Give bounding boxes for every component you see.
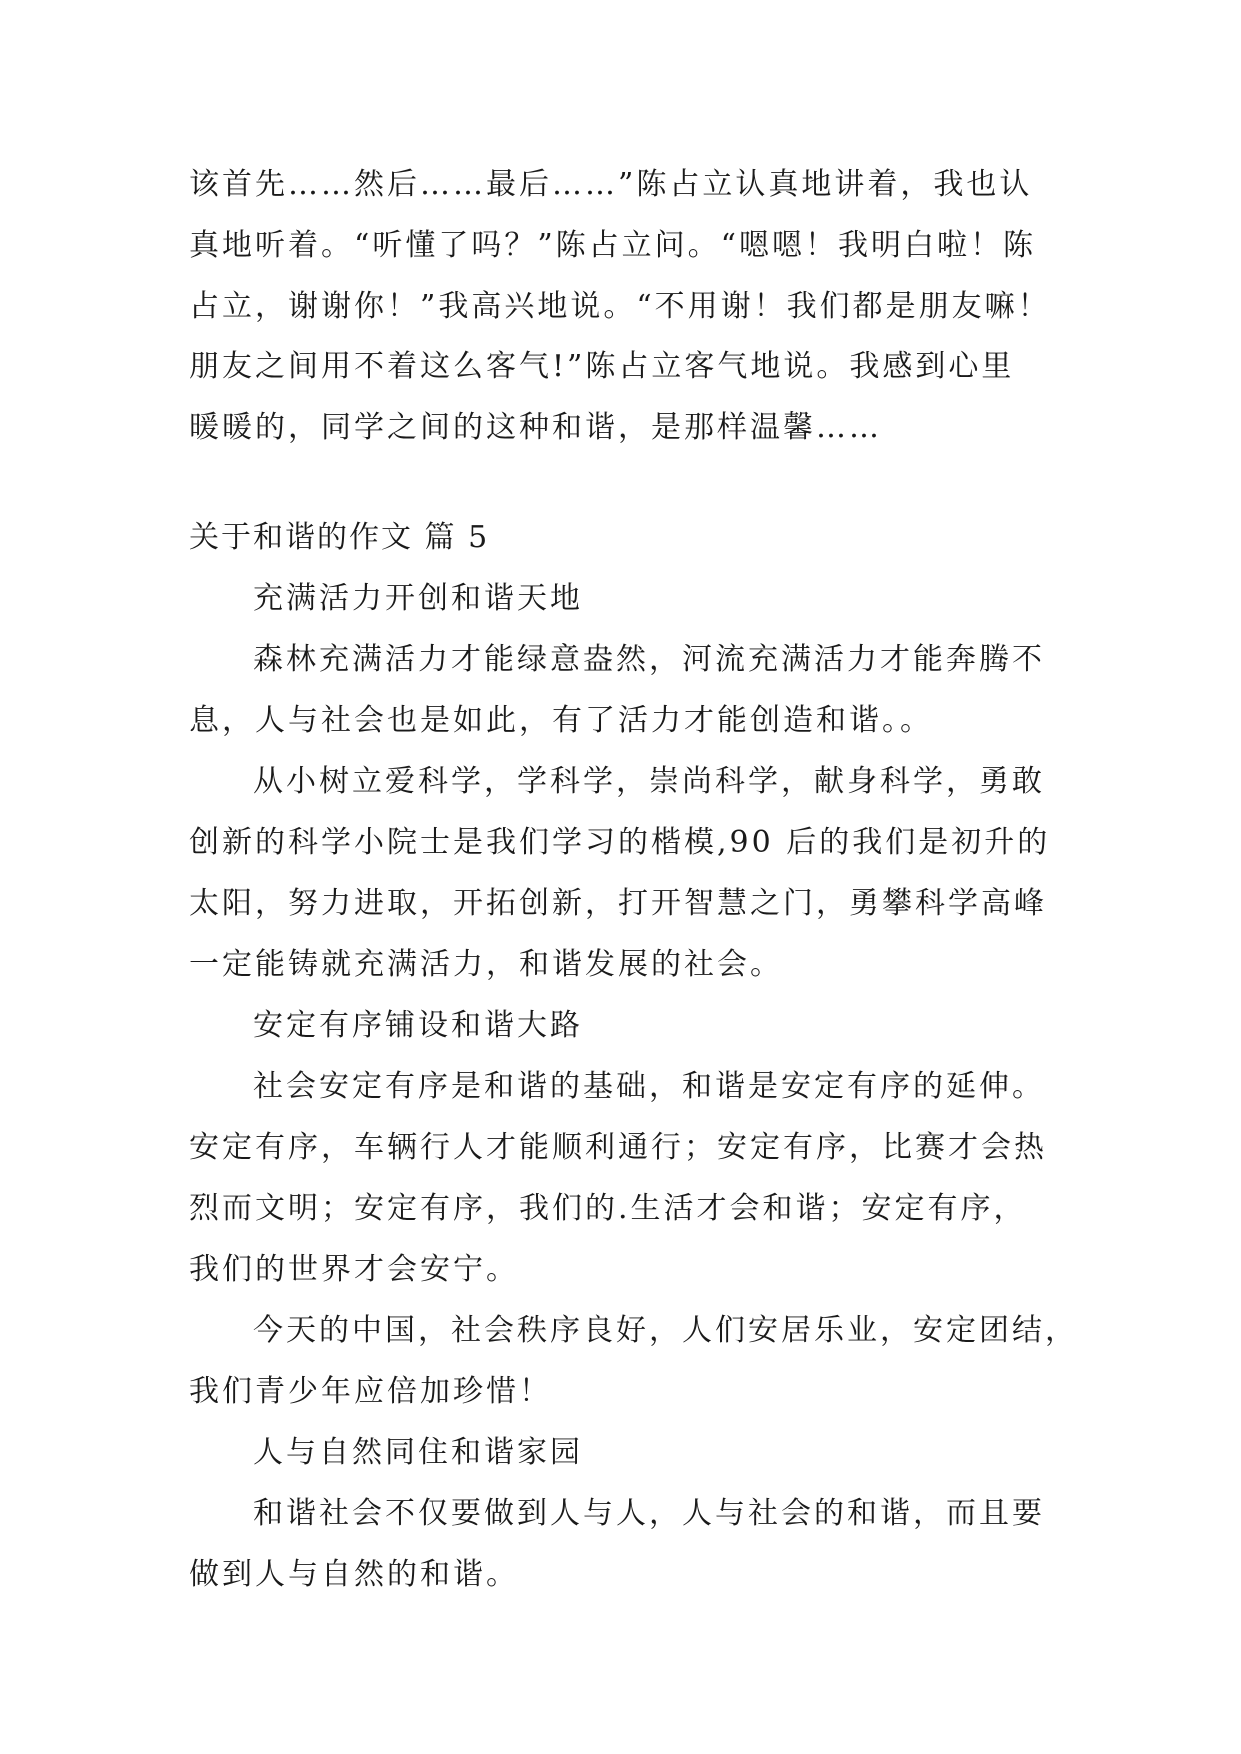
subheading: 充满活力开创和谐天地 xyxy=(253,581,583,616)
paragraph-line: 一定能铸就充满活力，和谐发展的社会。 xyxy=(189,947,783,982)
paragraph-line: 做到人与自然的和谐。 xyxy=(189,1557,519,1592)
section-title: 关于和谐的作文 篇 5 xyxy=(189,520,490,555)
paragraph-line: 真地听着。“听懂了吗？”陈占立问。“嗯嗯！我明白啦！陈 xyxy=(189,228,1037,263)
paragraph-line: 烈而文明；安定有序，我们的.生活才会和谐；安定有序， xyxy=(189,1191,1027,1226)
paragraph-line: 从小树立爱科学，学科学，崇尚科学，献身科学，勇敢 xyxy=(253,764,1045,799)
paragraph-line: 和谐社会不仅要做到人与人，人与社会的和谐，而且要 xyxy=(253,1496,1045,1531)
paragraph-line: 息，人与社会也是如此，有了活力才能创造和谐。。 xyxy=(189,703,933,738)
subheading: 人与自然同住和谐家园 xyxy=(253,1435,583,1470)
paragraph-line: 社会安定有序是和谐的基础，和谐是安定有序的延伸。 xyxy=(253,1069,1045,1104)
paragraph-line: 占立，谢谢你！”我高兴地说。“不用谢！我们都是朋友嘛！ xyxy=(189,289,1051,324)
paragraph-line: 暖暖的，同学之间的这种和谐，是那样温馨…… xyxy=(189,410,882,445)
paragraph-line: 我们青少年应倍加珍惜！ xyxy=(189,1374,552,1409)
paragraph-line: 我们的世界才会安宁。 xyxy=(189,1252,519,1287)
paragraph-line: 安定有序，车辆行人才能顺利通行；安定有序，比赛才会热 xyxy=(189,1130,1047,1165)
paragraph-line: 今天的中国，社会秩序良好，人们安居乐业，安定团结， xyxy=(253,1313,1078,1348)
paragraph-line: 森林充满活力才能绿意盎然，河流充满活力才能奔腾不 xyxy=(253,642,1045,677)
subheading: 安定有序铺设和谐大路 xyxy=(253,1008,583,1043)
paragraph-line: 太阳，努力进取，开拓创新，打开智慧之门，勇攀科学高峰 xyxy=(189,886,1047,921)
paragraph-line: 朋友之间用不着这么客气!”陈占立客气地说。我感到心里 xyxy=(189,349,1015,384)
paragraph-line: 该首先……然后……最后……”陈占立认真地讲着，我也认 xyxy=(189,167,1033,202)
paragraph-line: 创新的科学小院士是我们学习的楷模,90 后的我们是初升的 xyxy=(189,825,1051,860)
